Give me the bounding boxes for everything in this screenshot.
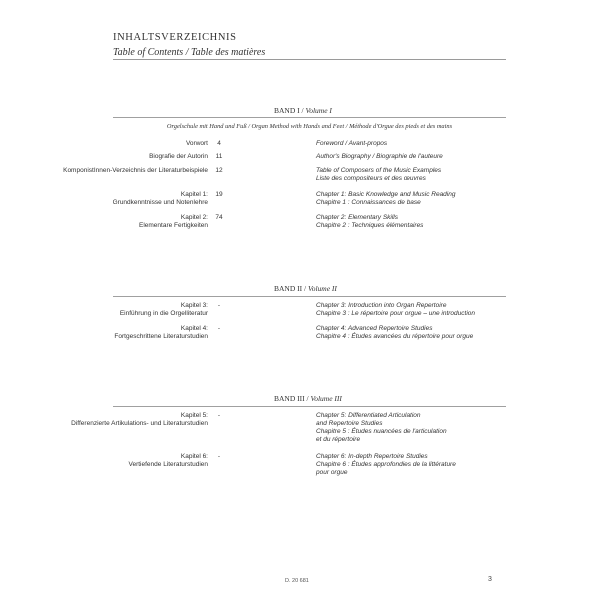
entry-fr-line: Chapitre 4 : Études avancées du répertoire pour orgue <box>316 333 474 340</box>
entry-de-line: Elementare Fertigkeiten <box>138 222 208 229</box>
entry-de-line: KomponistInnen-Verzeichnis der Literaturbeispiele <box>63 167 208 174</box>
entry-page: 12 <box>215 167 223 174</box>
entry-de-line: Kapitel 5: <box>180 412 208 419</box>
entry-en-line: Chapter 1: Basic Knowledge and Music Reading <box>316 191 456 198</box>
entry-english-french <box>316 167 506 183</box>
band-2-label: BAND II / <box>274 284 308 293</box>
entry-page: - <box>217 325 221 332</box>
toc-subtitle: Table of Contents / Table des matières <box>113 46 266 58</box>
entry-de-line: Kapitel 2: <box>180 214 208 221</box>
entry-fr-line: Chapitre 1 : Connaissances de base <box>316 199 421 206</box>
entry-en-line: and Repertoire Studies <box>316 420 383 427</box>
entry-english-french <box>316 325 506 341</box>
band-1-subtitle: Orgelschule mit Hand und Fuß / Organ Method with Hands and Feet / Méthode d'Orgue des pieds et des mains <box>166 123 453 130</box>
entry-english-french <box>316 412 506 444</box>
entry-english-french <box>316 453 506 477</box>
entry-page: - <box>217 453 221 460</box>
entry-german <box>0 140 208 148</box>
entry-german <box>0 167 208 175</box>
entry-en-line: Chapter 6: In-depth Repertoire Studies <box>316 453 428 460</box>
entry-en-line: Author's Biography / Biographie de l'auteure <box>316 153 443 160</box>
entry-en-line: Chapter 4: Advanced Repertoire Studies <box>316 325 433 332</box>
entry-de-line: Vorwort <box>185 140 208 147</box>
toc-title: INHALTSVERZEICHNIS <box>113 32 237 43</box>
entry-german <box>0 412 208 428</box>
entry-english-french <box>316 214 506 230</box>
band-3-volume: Volume III <box>310 394 342 403</box>
entry-de-line: Vertiefende Literaturstudien <box>128 461 208 468</box>
band-1-title <box>274 106 332 115</box>
entry-de-line: Grundkenntnisse und Notenlehre <box>112 199 208 206</box>
publisher-code: D. 20 681 <box>285 578 309 584</box>
entry-de-line: Biografie der Autorin <box>149 153 208 160</box>
entry-german <box>0 153 208 161</box>
entry-page: 19 <box>215 191 223 198</box>
entry-de-line: Kapitel 4: <box>180 325 208 332</box>
entry-page: 4 <box>217 140 221 147</box>
entry-german <box>0 214 208 230</box>
band-1-label: BAND I / <box>274 106 306 115</box>
entry-german <box>0 191 208 207</box>
entry-de-line: Fortgeschrittene Literaturstudien <box>114 333 208 340</box>
entry-english-french <box>316 302 506 318</box>
entry-page: 74 <box>215 214 223 221</box>
band-1-volume: Volume I <box>305 106 332 115</box>
entry-en-line: Chapter 2: Elementary Skills <box>316 214 399 221</box>
entry-fr-line: pour orgue <box>316 469 348 476</box>
entry-de-line: Kapitel 6: <box>180 453 208 460</box>
band-3-rule <box>113 406 506 407</box>
page-number: 3 <box>488 576 492 583</box>
entry-german <box>0 325 208 341</box>
entry-en-line: Chapter 5: Differentiated Articulation <box>316 412 421 419</box>
entry-english-french <box>316 140 506 148</box>
band-3-label: BAND III / <box>274 394 311 403</box>
entry-de-line: Einführung in die Orgelliteratur <box>119 310 208 317</box>
header-rule <box>113 59 506 60</box>
entry-page: 11 <box>215 153 223 160</box>
entry-fr-line: Chapitre 2 : Techniques élémentaires <box>316 222 424 229</box>
entry-fr-line: Chapitre 3 : Le répertoire pour orgue – une introduction <box>316 310 475 317</box>
entry-fr-line: et du répertoire <box>316 436 361 443</box>
entry-de-line: Kapitel 3: <box>180 302 208 309</box>
band-2-rule <box>113 296 506 297</box>
entry-de-line: Kapitel 1: <box>180 191 208 198</box>
band-3-title <box>274 394 342 403</box>
band-2-volume: Volume II <box>307 284 337 293</box>
entry-page: - <box>217 302 221 309</box>
entry-page: - <box>217 412 221 419</box>
entry-german <box>0 302 208 318</box>
entry-english-french <box>316 153 506 161</box>
entry-fr-line: Chapitre 6 : Études approfondies de la littérature <box>316 461 456 468</box>
band-1-rule <box>113 117 506 118</box>
band-2-title <box>274 284 337 293</box>
entry-en-line: Chapter 3: Introduction into Organ Repertoire <box>316 302 447 309</box>
toc-header <box>113 33 265 58</box>
entry-en-line: Foreword / Avant-propos <box>316 140 388 147</box>
entry-fr-line: Chapitre 5 : Études nuancées de l'articulation <box>316 428 447 435</box>
entry-english-french <box>316 191 506 207</box>
entry-fr-line: Liste des compositeurs et des œuvres <box>316 175 426 182</box>
entry-german <box>0 453 208 469</box>
entry-en-line: Table of Composers of the Music Examples <box>316 167 442 174</box>
entry-de-line: Differenzierte Artikulations- und Literaturstudien <box>71 420 208 427</box>
